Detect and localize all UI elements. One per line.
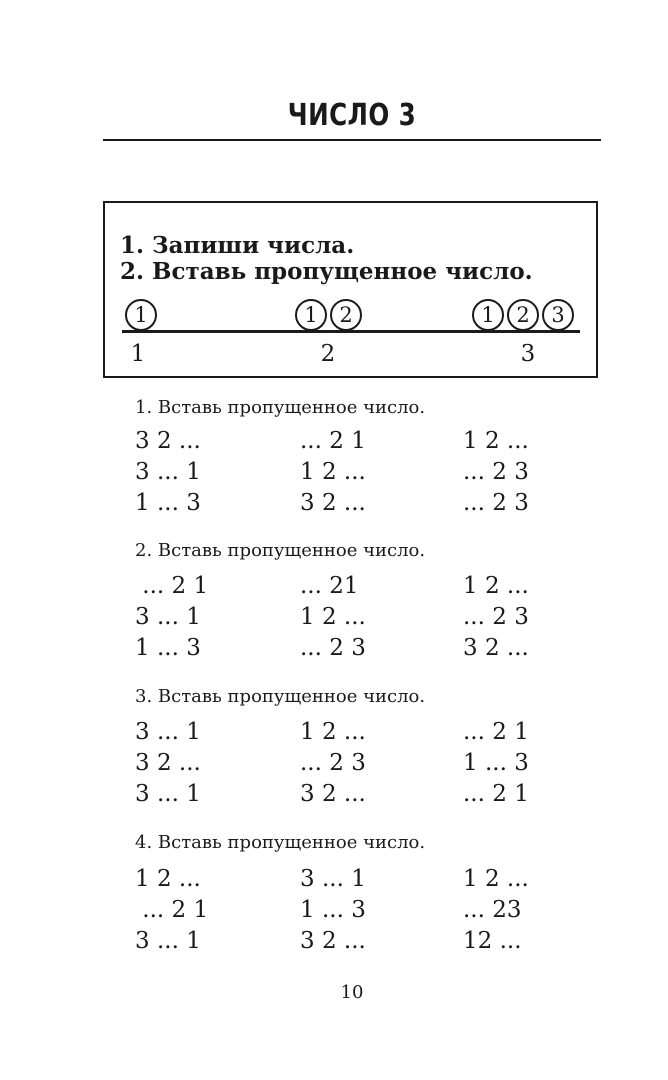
exercise-title: 3. Вставь пропущенное число. — [135, 686, 426, 707]
exercise-cell: 1 2 ... — [300, 604, 366, 630]
exercise-cell: 3 ... 1 — [135, 459, 201, 485]
exercise-title: 2. Вставь пропущенное число. — [135, 540, 426, 561]
exercise-cell: 3 2 ... — [300, 928, 366, 954]
exercise-cell: 3 ... 1 — [135, 719, 201, 745]
exercise-cell: 3 2 ... — [300, 490, 366, 516]
exercise-cell: ... 2 3 — [300, 635, 366, 661]
exercise-cell: 1 ... 3 — [135, 635, 201, 661]
exercise-cell: ... 2 3 — [300, 750, 366, 776]
counter-circle: 3 — [542, 299, 574, 331]
counter-circle: 1 — [295, 299, 327, 331]
exercise-cell: 1 2 ... — [300, 459, 366, 485]
exercise-cell: 3 ... 1 — [135, 781, 201, 807]
exercise-title: 1. Вставь пропущенное число. — [135, 397, 426, 418]
number-line-label: 1 — [130, 341, 146, 367]
rule-line-1: 1. Запиши числа. — [120, 232, 355, 259]
exercise-cell: ... 23 — [463, 897, 522, 923]
number-line-bar — [122, 330, 580, 333]
exercise-cell: 1 ... 3 — [135, 490, 201, 516]
exercise-cell: ... 2 1 — [135, 573, 209, 599]
exercise-cell: 3 ... 1 — [135, 928, 201, 954]
exercise-cell: ... 2 3 — [463, 490, 529, 516]
exercise-cell: 1 2 ... — [135, 866, 201, 892]
exercise-cell: 1 2 ... — [463, 573, 529, 599]
exercise-cell: ... 2 1 — [463, 719, 529, 745]
exercise-cell: 1 ... 3 — [463, 750, 529, 776]
exercise-cell: 3 ... 1 — [135, 604, 201, 630]
exercise-cell: 3 2 ... — [135, 750, 201, 776]
exercise-cell: 1 2 ... — [463, 428, 529, 454]
counter-circle: 2 — [330, 299, 362, 331]
title-divider — [103, 139, 601, 141]
counter-circle: 1 — [125, 299, 157, 331]
number-line — [120, 296, 582, 371]
number-line-label: 2 — [320, 341, 336, 367]
exercise-cell: 3 2 ... — [300, 781, 366, 807]
rule-line-2: 2. Вставь пропущенное число. — [120, 258, 533, 285]
exercise-title: 4. Вставь пропущенное число. — [135, 832, 426, 853]
exercise-cell: 3 2 ... — [135, 428, 201, 454]
exercise-cell: 12 ... — [463, 928, 522, 954]
counter-circle: 1 — [472, 299, 504, 331]
exercise-cell: 3 ... 1 — [300, 866, 366, 892]
counter-circle: 2 — [507, 299, 539, 331]
exercise-cell: ... 2 1 — [135, 897, 209, 923]
exercise-cell: ... 2 1 — [463, 781, 529, 807]
exercise-cell: ... 2 3 — [463, 459, 529, 485]
exercise-cell: ... 2 3 — [463, 604, 529, 630]
number-line-label: 3 — [520, 341, 536, 367]
exercise-cell: 1 2 ... — [463, 866, 529, 892]
exercise-cell: ... 2 1 — [300, 428, 366, 454]
exercise-cell: 1 ... 3 — [300, 897, 366, 923]
exercise-cell: ... 21 — [300, 573, 359, 599]
exercise-cell: 3 2 ... — [463, 635, 529, 661]
page-title: ЧИСЛО 3 — [287, 98, 417, 133]
exercise-cell: 1 2 ... — [300, 719, 366, 745]
page-number: 10 — [340, 982, 364, 1003]
